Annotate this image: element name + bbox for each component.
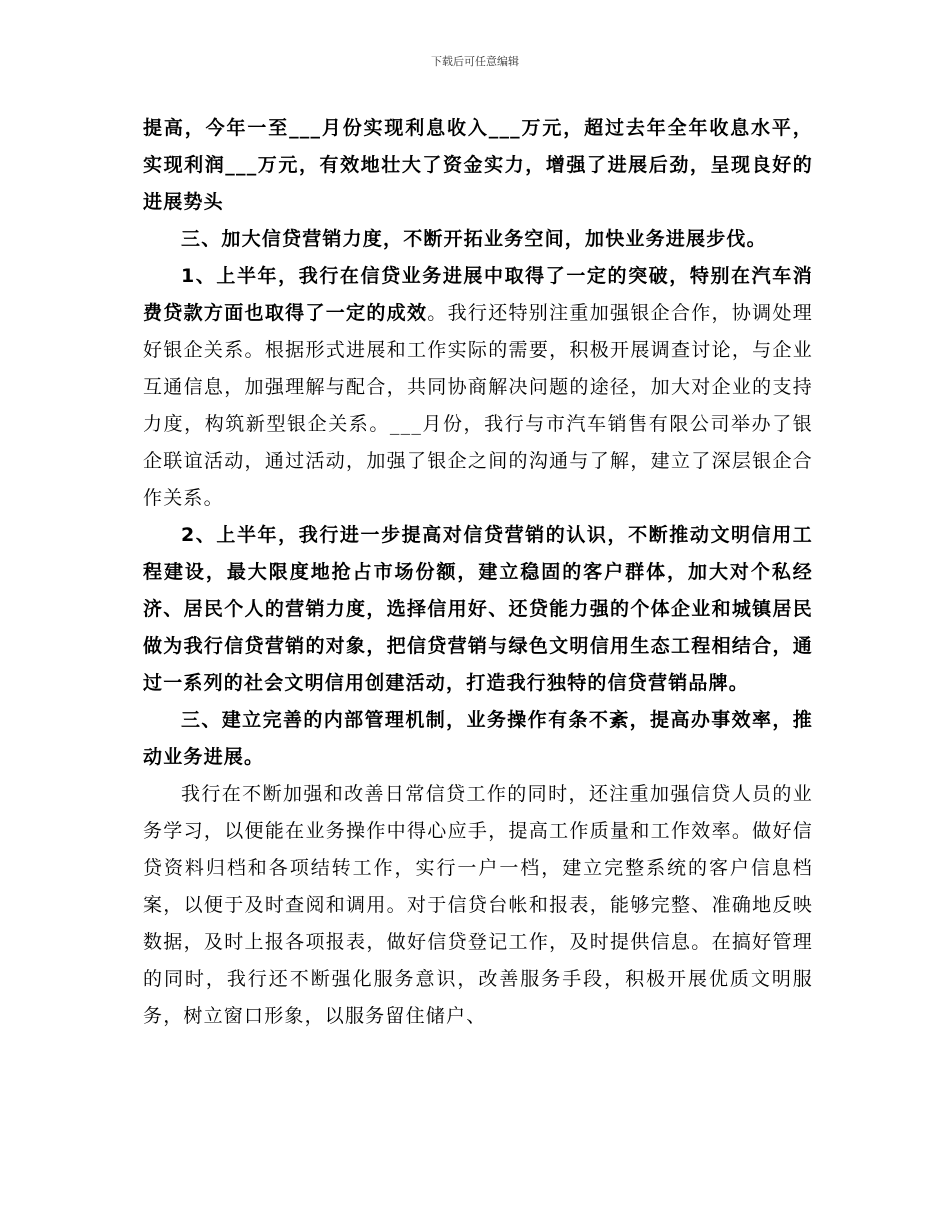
document-body	[143, 110, 813, 1035]
paragraph-credit-brand: 2、上半年，我行进一步提高对信贷营销的认识，不断推动文明信用工程建设，最大限度地抢占市场份额，建立稳固的客户群体，加大对个私经济、居民个人的营销力度，选择信用好、还贷能力强的个体企业和城镇居民做为我行信贷营销的对象，把信贷营销与绿色文明信用生态工程相结合，通过一系列的社会文明信用创建活动，打造我行独特的信贷营销品牌。	[143, 524, 813, 694]
paragraph-auto-loans-body: 。我行还特别注重加强银企合作，协调处理好银企关系。根据形式进展和工作实际的需要，积极开展调查讨论，与企业互通信息，加强理解与配合，共同协商解决问题的途径，加大对企业的支持力度，构筑新型银企关系。___月份，我行与市汽车销售有限公司举办了银企联谊活动，通过活动，加强了银企之间的沟通与了解，建立了深层银企合作关系。	[143, 302, 813, 509]
paragraph-daily-credit-work: 我行在不断加强和改善日常信贷工作的同时，还注重加强信贷人员的业务学习，以便能在业务操作中得心应手，提高工作质量和工作效率。做好信贷资料归档和各项结转工作，实行一户一档，建立完整系统的客户信息档案，以便于及时查阅和调用。对于信贷台帐和报表，能够完整、准确地反映数据，及时上报各项报表，做好信贷登记工作，及时提供信息。在搞好管理的同时，我行还不断强化服务意识，改善服务手段，积极开展优质文明服务，树立窗口形象，以服务留住储户、	[143, 783, 813, 1027]
paragraph-income-summary: 提高，今年一至___月份实现利息收入___万元，超过去年全年收息水平，实现利润___万元，有效地壮大了资金实力，增强了进展后劲，呈现良好的进展势头	[143, 117, 813, 213]
paragraph-auto-loans-lead: 1、上半年，我行在信贷业务进展中取得了一定的突破，特别在汽车消费贷款方面也取得了一定的成效	[143, 265, 813, 324]
page-header: 下载后可任意编辑	[431, 55, 519, 68]
section-heading-internal-management: 三、建立完善的内部管理机制，业务操作有条不紊，提高办事效率，推动业务进展。	[143, 709, 813, 768]
section-heading-credit-marketing: 三、加大信贷营销力度，不断开拓业务空间，加快业务进展步伐。	[181, 228, 767, 250]
paragraph-auto-loans	[143, 258, 813, 517]
